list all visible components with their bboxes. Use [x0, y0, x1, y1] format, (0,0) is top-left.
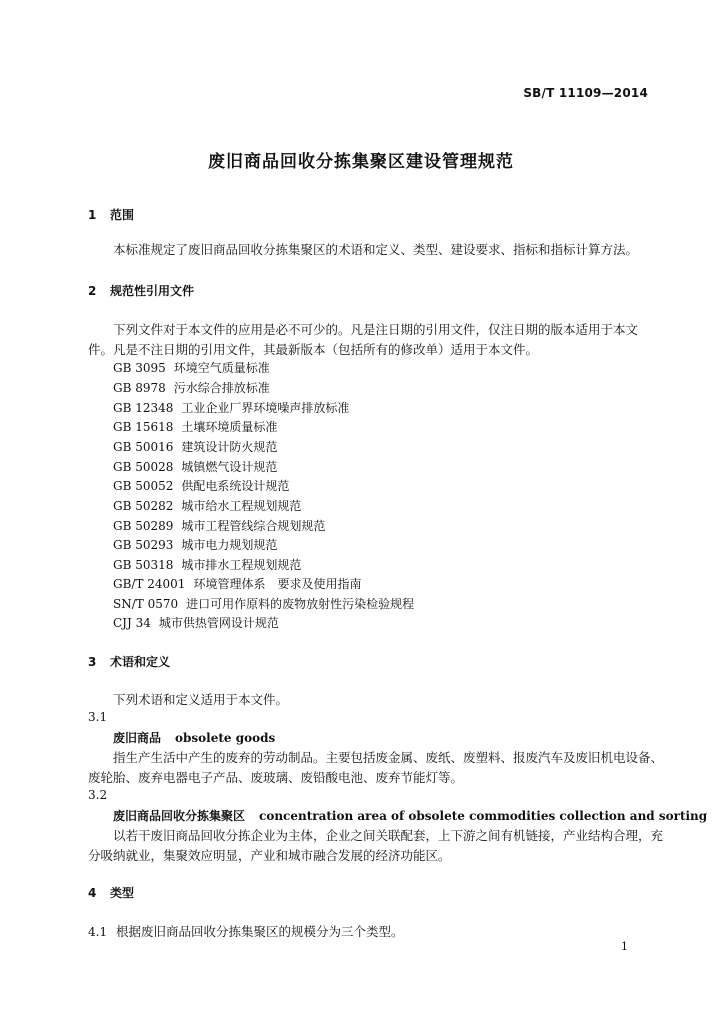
reference-code: GB 50028	[113, 460, 174, 474]
reference-name: 城市供热管网设计规范	[158, 616, 279, 630]
reference-item	[113, 575, 361, 592]
reference-name: 环境空气质量标准	[173, 361, 270, 375]
section-3-heading	[88, 653, 170, 670]
clause-4-1	[88, 922, 404, 940]
reference-code: GB 50016	[113, 440, 174, 454]
reference-code: GB 3095	[113, 361, 166, 375]
reference-name: 土壤环境质量标准	[181, 420, 278, 434]
section-title: 规范性引用文件	[110, 284, 195, 298]
reference-item	[113, 458, 277, 475]
section-1-heading	[88, 206, 134, 223]
reference-name: 建筑设计防火规范	[181, 440, 278, 454]
section-title: 范围	[110, 208, 135, 222]
reference-name: 工业企业厂界环境噪声排放标准	[181, 401, 350, 415]
document-title: 废旧商品回收分拣集聚区建设管理规范	[208, 152, 514, 172]
reference-name: 城市排水工程规划规范	[181, 558, 302, 572]
reference-code: SN/T 0570	[113, 597, 179, 611]
section-number: 2	[88, 284, 97, 298]
term-chinese: 废旧商品	[113, 731, 162, 745]
reference-code: GB 50282	[113, 499, 174, 513]
page-number: 1	[621, 940, 628, 953]
reference-name: 城镇燃气设计规范	[181, 460, 278, 474]
reference-item	[113, 399, 349, 416]
reference-code: GB 8978	[113, 381, 166, 395]
section-4-heading	[88, 884, 134, 901]
reference-code: GB 15618	[113, 420, 174, 434]
reference-name: 城市工程管线综合规划规范	[181, 519, 326, 533]
reference-item	[113, 556, 301, 573]
section-title: 类型	[110, 886, 135, 900]
section-number: 3	[88, 655, 97, 669]
term-3-1-definition-line-1: 指生产生活中产生的废弃的劳动制品。主要包括废金属、废纸、废塑料、报废汽车及废旧机电设备、	[113, 750, 664, 765]
reference-item	[113, 418, 277, 435]
reference-code: GB/T 24001	[113, 577, 186, 591]
term-3-1-number: 3.1	[88, 710, 108, 724]
reference-item	[113, 477, 289, 494]
reference-item	[113, 438, 277, 455]
section-number: 4	[88, 886, 97, 900]
term-3-2-definition-line-2: 分吸纳就业，集聚效应明显，产业和城市融合发展的经济功能区。	[88, 848, 451, 863]
reference-code: GB 50318	[113, 558, 174, 572]
reference-name: 环境管理体系 要求及使用指南	[193, 577, 362, 591]
reference-item	[113, 359, 270, 376]
term-english: obsolete goods	[175, 731, 276, 745]
reference-code: GB 50293	[113, 538, 174, 552]
term-3-2	[113, 807, 707, 824]
reference-item	[113, 517, 325, 534]
section-1-text: 本标准规定了废旧商品回收分拣集聚区的术语和定义、类型、建设要求、指标和指标计算方法。	[113, 242, 639, 257]
clause-number: 4.1	[88, 925, 108, 939]
section-title: 术语和定义	[110, 655, 171, 669]
reference-name: 城市电力规划规范	[181, 538, 278, 552]
reference-item	[113, 497, 301, 514]
reference-name: 进口可用作原料的废物放射性污染检验规程	[186, 597, 415, 611]
term-chinese: 废旧商品回收分拣集聚区	[113, 809, 246, 823]
reference-code: CJJ 34	[113, 616, 151, 630]
reference-name: 污水综合排放标准	[173, 381, 270, 395]
reference-code: GB 12348	[113, 401, 174, 415]
section-2-intro-line-2: 件。凡是不注日期的引用文件，其最新版本（包括所有的修改单）适用于本文件。	[88, 342, 539, 357]
term-english: concentration area of obsolete commodities collection and sorting	[259, 809, 708, 823]
reference-code: GB 50289	[113, 519, 174, 533]
reference-item	[113, 595, 414, 612]
section-number: 1	[88, 208, 97, 222]
reference-item	[113, 536, 277, 553]
reference-name: 供配电系统设计规范	[181, 479, 290, 493]
section-2-heading	[88, 282, 194, 299]
term-3-1	[113, 729, 275, 746]
reference-item	[113, 379, 270, 396]
term-3-2-number: 3.2	[88, 788, 108, 802]
reference-code: GB 50052	[113, 479, 174, 493]
reference-name: 城市给水工程规划规范	[181, 499, 302, 513]
standard-code: SB/T 11109—2014	[523, 86, 648, 100]
reference-item	[113, 614, 279, 631]
section-2-intro-line-1: 下列文件对于本文件的应用是必不可少的。凡是注日期的引用文件，仅注日期的版本适用于本文	[113, 322, 639, 337]
section-3-intro: 下列术语和定义适用于本文件。	[113, 692, 289, 707]
term-3-2-definition-line-1: 以若干废旧商品回收分拣企业为主体，企业之间关联配套，上下游之间有机链接，产业结构合理，充	[113, 828, 664, 843]
term-3-1-definition-line-2: 废轮胎、废弃电器电子产品、废玻璃、废铅酸电池、废弃节能灯等。	[88, 770, 464, 785]
clause-text: 根据废旧商品回收分拣集聚区的规模分为三个类型。	[116, 924, 404, 939]
